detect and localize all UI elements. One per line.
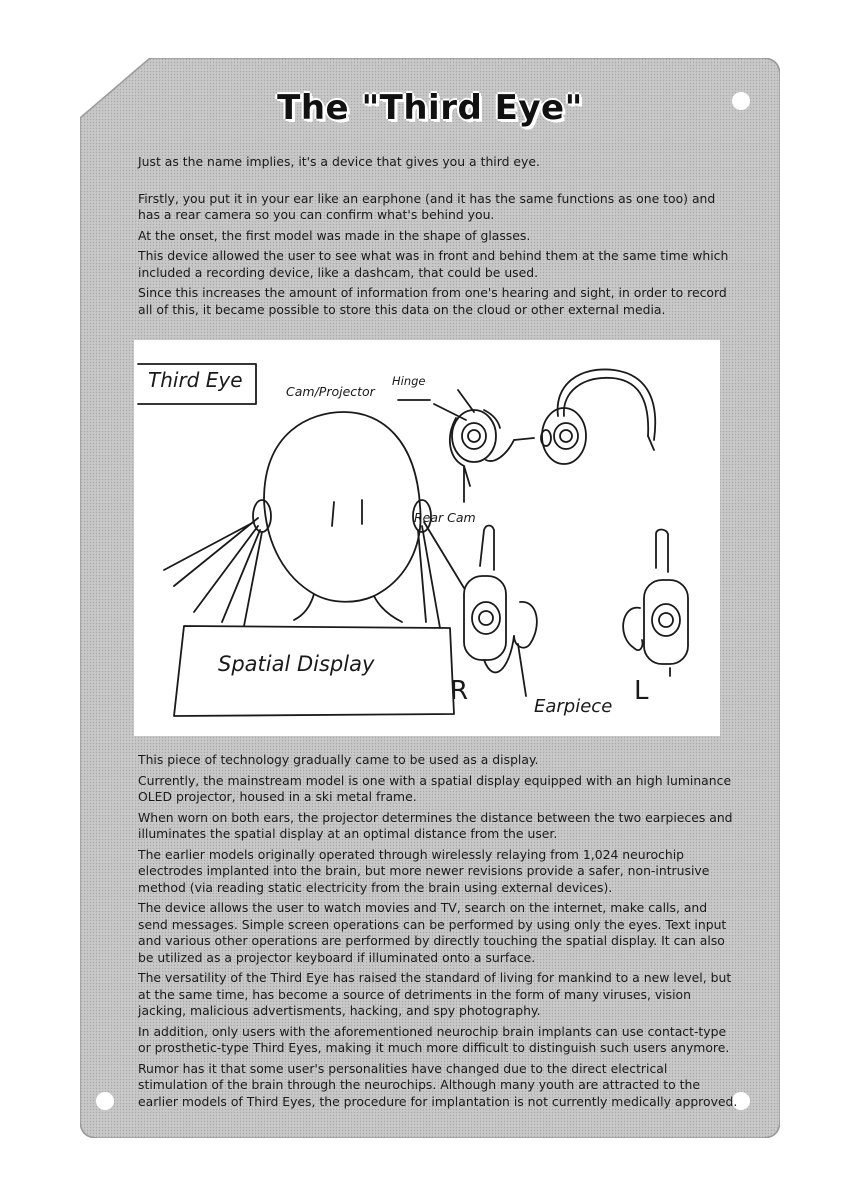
earpiece-label: Earpiece: [534, 696, 613, 717]
body-paragraph: Rumor has it that some user's personalities have changed due to the direct electrical stimulation of the brain through the neurochips. Although many youth are attracted to the earlier models of Third Eyes, the procedure for implantation is not currently medically approved.: [138, 1060, 738, 1109]
left-label: L: [634, 676, 649, 706]
hinge-label: Hinge: [392, 374, 426, 388]
intro-paragraph: At the onset, the first model was made in the shape of glasses.: [138, 227, 531, 243]
intro-paragraph: Just as the name implies, it's a device that gives you a third eye.: [138, 154, 540, 169]
right-label: R: [450, 676, 469, 706]
body-paragraph: This piece of technology gradually came to be used as a display.: [138, 752, 539, 767]
body-paragraph: The device allows the user to watch movies and TV, search on the internet, make calls, and send messages. Simple screen operations can be performed by using only the eyes. Text input and various other operations are performed by directly touching the spatial display. It can also be utilized as a projector keyboard if illuminated onto a surface.: [138, 900, 727, 965]
body-paragraph: In addition, only users with the aforementioned neurochip brain implants can use contact-type or prosthetic-type Third Eyes, making it much more difficult to distinguish such users anymore.: [138, 1023, 730, 1055]
sketch-drawing: [134, 340, 720, 736]
illustration-heading: Third Eye: [148, 368, 243, 392]
intro-paragraph: This device allowed the user to see what was in front and behind them at the same time which included a recording device, like a dashcam, that could be used.: [138, 248, 729, 280]
third-eye-illustration: [134, 340, 720, 736]
intro-paragraph: Since this increases the amount of information from one's hearing and sight, in order to record all of this, it became possible to store this data on the cloud or other external media.: [138, 285, 727, 317]
hole-bottom-left: [96, 1092, 114, 1110]
body-paragraph: The versatility of the Third Eye has raised the standard of living for mankind to a new level, but at the same time, has become a source of detriments in the form of many viruses, vision jacking, malicious advertisments, hacking, and spy photography.: [138, 970, 732, 1018]
info-panel: [80, 58, 780, 1138]
rear-cam-label: Rear Cam: [414, 510, 476, 525]
cam-projector-label: Cam/Projector: [286, 384, 375, 399]
page-title: The "Third Eye": [277, 88, 583, 128]
intro-paragraph: Firstly, you put it in your ear like an earphone (and it has the same functions as one too) and has a rear camera so you can confirm what's behind you.: [138, 190, 716, 222]
body-text: [138, 752, 738, 1114]
spatial-display-label: Spatial Display: [218, 652, 375, 676]
body-paragraph: When worn on both ears, the projector determines the distance between the two earpieces and illuminates the spatial display at an optimal distance from the user.: [138, 809, 733, 841]
body-paragraph: The earlier models originally operated through wirelessly relaying from 1,024 neurochip electrodes implanted into the brain, but more newer revisions provide a safer, non-intrusive method (via reading static electricity from the brain using external devices).: [138, 846, 710, 895]
intro-text: [138, 154, 738, 322]
body-paragraph: Currently, the mainstream model is one with a spatial display equipped with an high luminance OLED projector, housed in a ski metal frame.: [138, 772, 732, 804]
